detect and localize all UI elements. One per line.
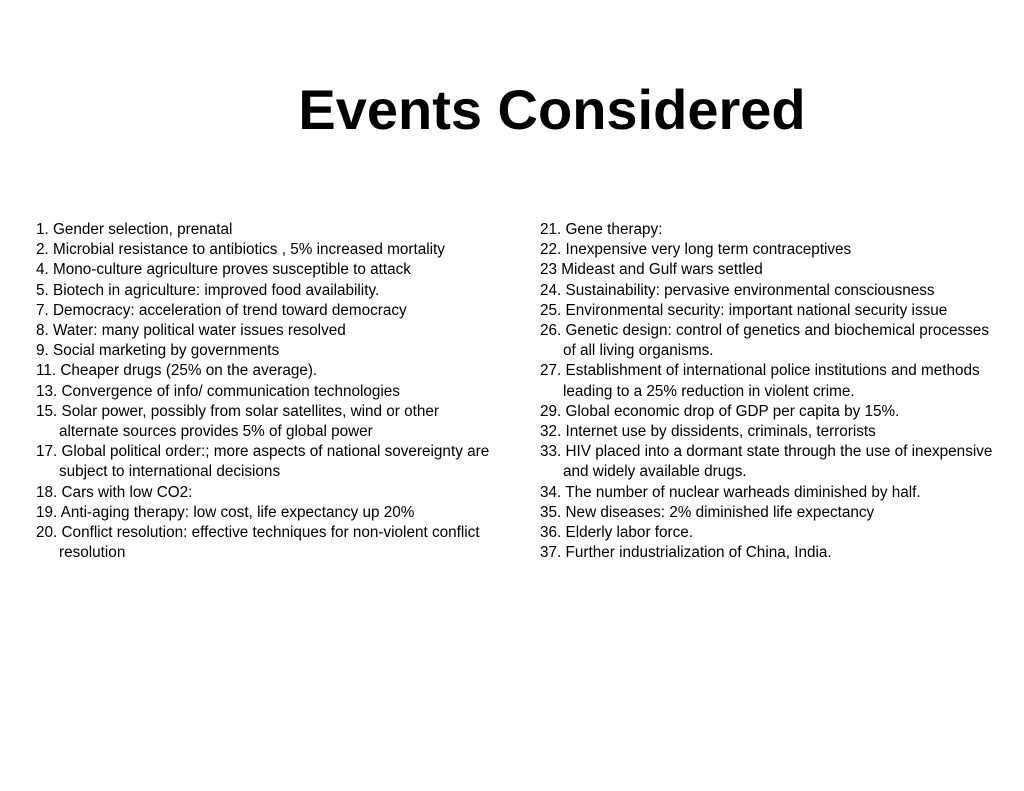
events-list-left xyxy=(36,220,536,563)
event-item xyxy=(540,523,1024,543)
event-item xyxy=(36,442,536,482)
events-list-right xyxy=(540,220,1024,563)
event-text: 21. Gene therapy: xyxy=(540,221,663,238)
event-text-continuation: resolution xyxy=(59,544,126,562)
event-item xyxy=(36,483,536,503)
event-text: 13. Convergence of info/ communication technologies xyxy=(36,382,400,400)
event-item xyxy=(540,442,1024,482)
event-text: 32. Internet use by dissidents, criminals, terrorists xyxy=(540,423,876,441)
event-item xyxy=(36,281,536,301)
event-text: 23 Mideast and Gulf wars settled xyxy=(540,261,763,279)
event-text: 19. Anti-aging therapy: low cost, life expectancy up 20% xyxy=(36,503,415,521)
event-item xyxy=(36,523,536,563)
event-text: 4. Mono-culture agriculture proves susceptible to attack xyxy=(36,261,411,279)
event-item xyxy=(540,260,1024,280)
event-text: 33. HIV placed into a dormant state through the use of inexpensive xyxy=(540,443,993,461)
event-item xyxy=(540,321,1024,361)
event-text: 22. Inexpensive very long term contraceptives xyxy=(540,241,852,259)
event-text-continuation: of all living organisms. xyxy=(563,342,714,360)
event-item xyxy=(540,422,1024,442)
event-text: 18. Cars with low CO2: xyxy=(36,483,193,501)
event-text: 7. Democracy: acceleration of trend toward democracy xyxy=(36,301,407,319)
event-text: 1. Gender selection, prenatal xyxy=(36,221,233,238)
event-item xyxy=(36,260,536,280)
event-item xyxy=(36,341,536,361)
event-text-continuation: subject to international decisions xyxy=(59,463,281,481)
event-text: 37. Further industrialization of China, India. xyxy=(540,544,832,562)
event-item xyxy=(36,301,536,321)
event-item xyxy=(540,301,1024,321)
event-text-continuation: and widely available drugs. xyxy=(563,463,747,481)
event-item xyxy=(540,240,1024,260)
event-text: 8. Water: many political water issues resolved xyxy=(36,322,346,340)
event-text: 11. Cheaper drugs (25% on the average). xyxy=(36,362,318,380)
event-item xyxy=(36,402,536,442)
event-text: 9. Social marketing by governments xyxy=(36,342,280,360)
event-text: 5. Biotech in agriculture: improved food availability. xyxy=(36,281,380,299)
event-text: 27. Establishment of international police institutions and methods xyxy=(540,362,980,380)
page-title: Events Considered xyxy=(298,78,806,141)
event-item xyxy=(540,361,1024,401)
event-item xyxy=(540,483,1024,503)
event-text: 24. Sustainability: pervasive environmental consciousness xyxy=(540,281,935,299)
event-item xyxy=(36,321,536,341)
event-text: 2. Microbial resistance to antibiotics , 5% increased mortality xyxy=(36,241,445,259)
event-text: 20. Conflict resolution: effective techniques for non-violent conflict xyxy=(36,524,480,542)
event-item xyxy=(36,220,536,240)
event-item xyxy=(540,220,1024,240)
event-item xyxy=(36,382,536,402)
event-item xyxy=(540,543,1024,563)
event-item xyxy=(36,240,536,260)
event-text: 17. Global political order:; more aspects of national sovereignty are xyxy=(36,443,490,461)
event-item xyxy=(36,503,536,523)
event-text-continuation: alternate sources provides 5% of global power xyxy=(59,423,373,441)
event-text: 26. Genetic design: control of genetics and biochemical processes xyxy=(540,322,989,340)
event-text: 25. Environmental security: important national security issue xyxy=(540,301,948,319)
event-item xyxy=(540,402,1024,422)
event-item xyxy=(540,503,1024,523)
event-text-continuation: leading to a 25% reduction in violent crime. xyxy=(563,382,855,400)
event-item xyxy=(36,361,536,381)
event-item xyxy=(540,281,1024,301)
event-text: 15. Solar power, possibly from solar satellites, wind or other xyxy=(36,402,439,420)
event-text: 29. Global economic drop of GDP per capita by 15%. xyxy=(540,402,900,420)
event-text: 36. Elderly labor force. xyxy=(540,524,694,542)
event-text: 35. New diseases: 2% diminished life expectancy xyxy=(540,503,875,521)
event-text: 34. The number of nuclear warheads diminished by half. xyxy=(540,483,921,501)
